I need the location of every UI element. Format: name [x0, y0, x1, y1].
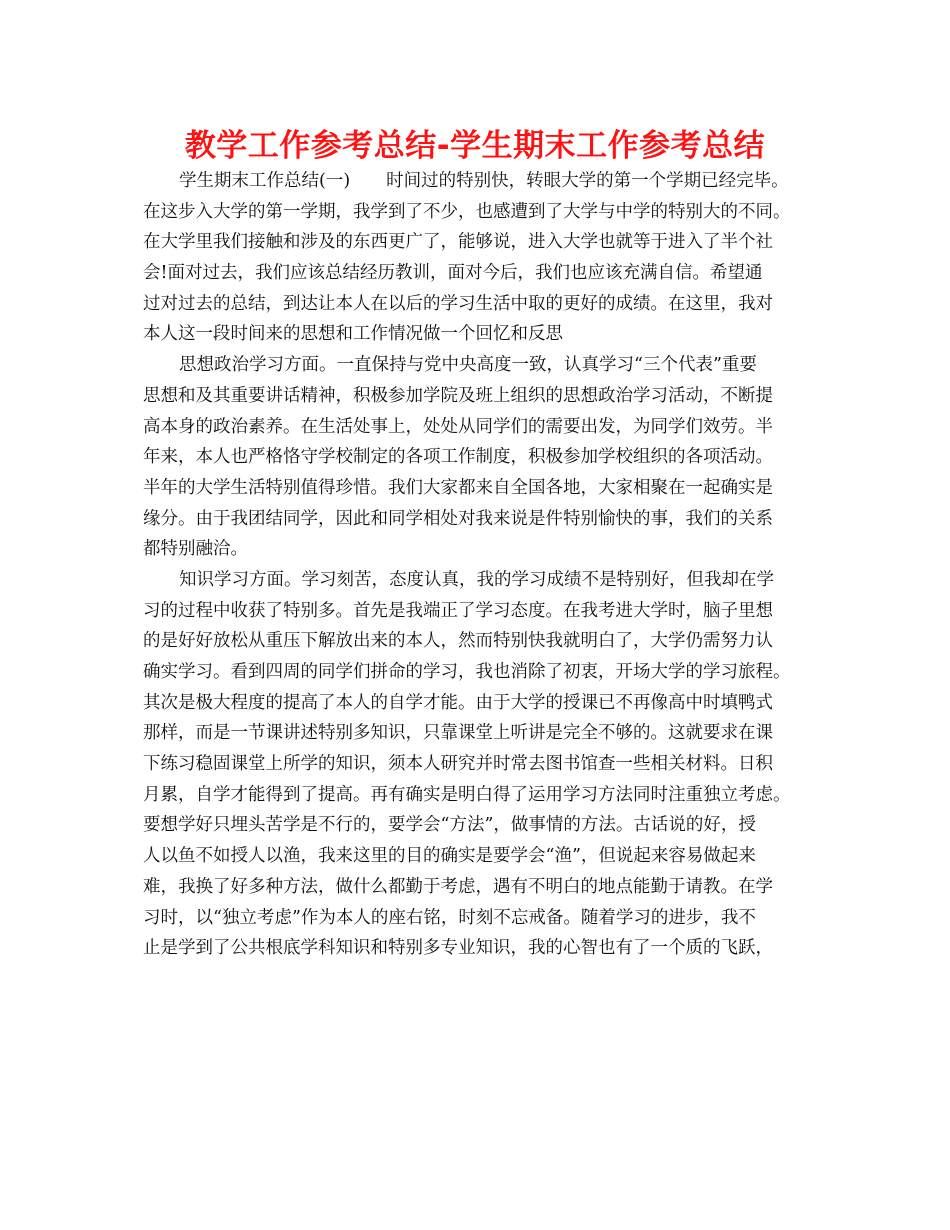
paragraph-line: 缘分。由于我团结同学，因此和同学相处对我来说是件特别愉快的事，我们的关系 — [143, 508, 773, 529]
paragraph-line: 那样，而是一节课讲述特别多知识，只靠课堂上听讲是完全不够的。这就要求在课 — [143, 723, 773, 744]
paragraph-line: 在这步入大学的第一学期，我学到了不少，也感遭到了大学与中学的特别大的不同。 — [143, 201, 791, 222]
document-body — [143, 166, 825, 964]
paragraph-line: 知识学习方面。学习刻苦，态度认真，我的学习成绩不是特别好，但我却在学 — [179, 569, 774, 590]
paragraph-line: 确实学习。看到四周的同学们拼命的学习，我也消除了初衷，开场大学的学习旅程。 — [143, 662, 791, 682]
paragraph-line: 月累，自学才能得到了提高。再有确实是明白得了运用学习方法同时注重独立考虑。 — [143, 784, 791, 805]
paragraph-line: 本人这一段时间来的思想和工作情况做一个回忆和反思 — [143, 324, 563, 345]
paragraph-line: 习时，以“独立考虑”作为本人的座右铭，时刻不忘戒备。随着学习的进步，我不 — [143, 907, 756, 928]
paragraph-line: 在大学里我们接触和涉及的东西更广了，能够说，进入大学也就等于进入了半个社 — [143, 232, 773, 253]
paragraph-line: 年来，本人也严格恪守学校制定的各项工作制度，积极参加学校组织的各项活动。 — [143, 447, 773, 468]
paragraph-line: 学生期末工作总结(一) 时间过的特别快，转眼大学的第一个学期已经完毕。 — [179, 171, 789, 191]
paragraph-line: 习的过程中收获了特别多。首先是我端正了学习态度。在我考进大学时，脑子里想 — [143, 600, 773, 621]
paragraph-line: 思想和及其重要讲话精神，积极参加学院及班上组织的思想政治学习活动，不断提 — [143, 385, 773, 406]
paragraph-line: 都特别融洽。 — [143, 539, 248, 560]
paragraph-2 — [143, 350, 825, 565]
paragraph-line: 会!面对过去，我们应该总结经历教训，面对今后，我们也应该充满自信。希望通 — [143, 263, 763, 284]
paragraph-line: 难，我换了好多种方法，做什么都勤于考虑，遇有不明白的地点能勤于请教。在学 — [143, 876, 773, 897]
section-heading: 学生期末工作总结(一) — [179, 171, 351, 191]
paragraph-3 — [143, 565, 825, 964]
paragraph-line: 要想学好只埋头苦学是不行的，要学会“方法”，做事情的方法。古话说的好，授 — [143, 815, 756, 836]
document-title: 教学工作参考总结-学生期末工作参考总结 — [184, 128, 766, 164]
paragraph-line: 过对过去的总结，到达让本人在以后的学习生活中取的更好的成绩。在这里，我对 — [143, 293, 773, 314]
paragraph-line: 思想政治学习方面。一直保持与党中央高度一致，认真学习“三个代表”重要 — [179, 355, 757, 376]
paragraph-line: 止是学到了公共根底学科知识和特别多专业知识，我的心智也有了一个质的飞跃， — [143, 938, 773, 959]
paragraph-line: 人以鱼不如授人以渔，我来这里的目的确实是要学会“渔”，但说起来容易做起来 — [143, 846, 756, 867]
paragraph-line: 其次是极大程度的提高了本人的自学才能。由于大学的授课已不再像高中时填鸭式 — [143, 692, 773, 713]
paragraph-line: 半年的大学生活特别值得珍惜。我们大家都来自全国各地，大家相聚在一起确实是 — [143, 477, 773, 498]
paragraph-1 — [143, 166, 825, 350]
paragraph-line: 高本身的政治素养。在生活处事上，处处从同学们的需要出发，为同学们效劳。半 — [143, 416, 773, 437]
paragraph-line: 下练习稳固课堂上所学的知识，须本人研究并时常去图书馆查一些相关材料。日积 — [143, 754, 773, 775]
paragraph-line: 的是好好放松从重压下解放出来的本人，然而特别快我就明白了，大学仍需努力认 — [143, 631, 773, 652]
